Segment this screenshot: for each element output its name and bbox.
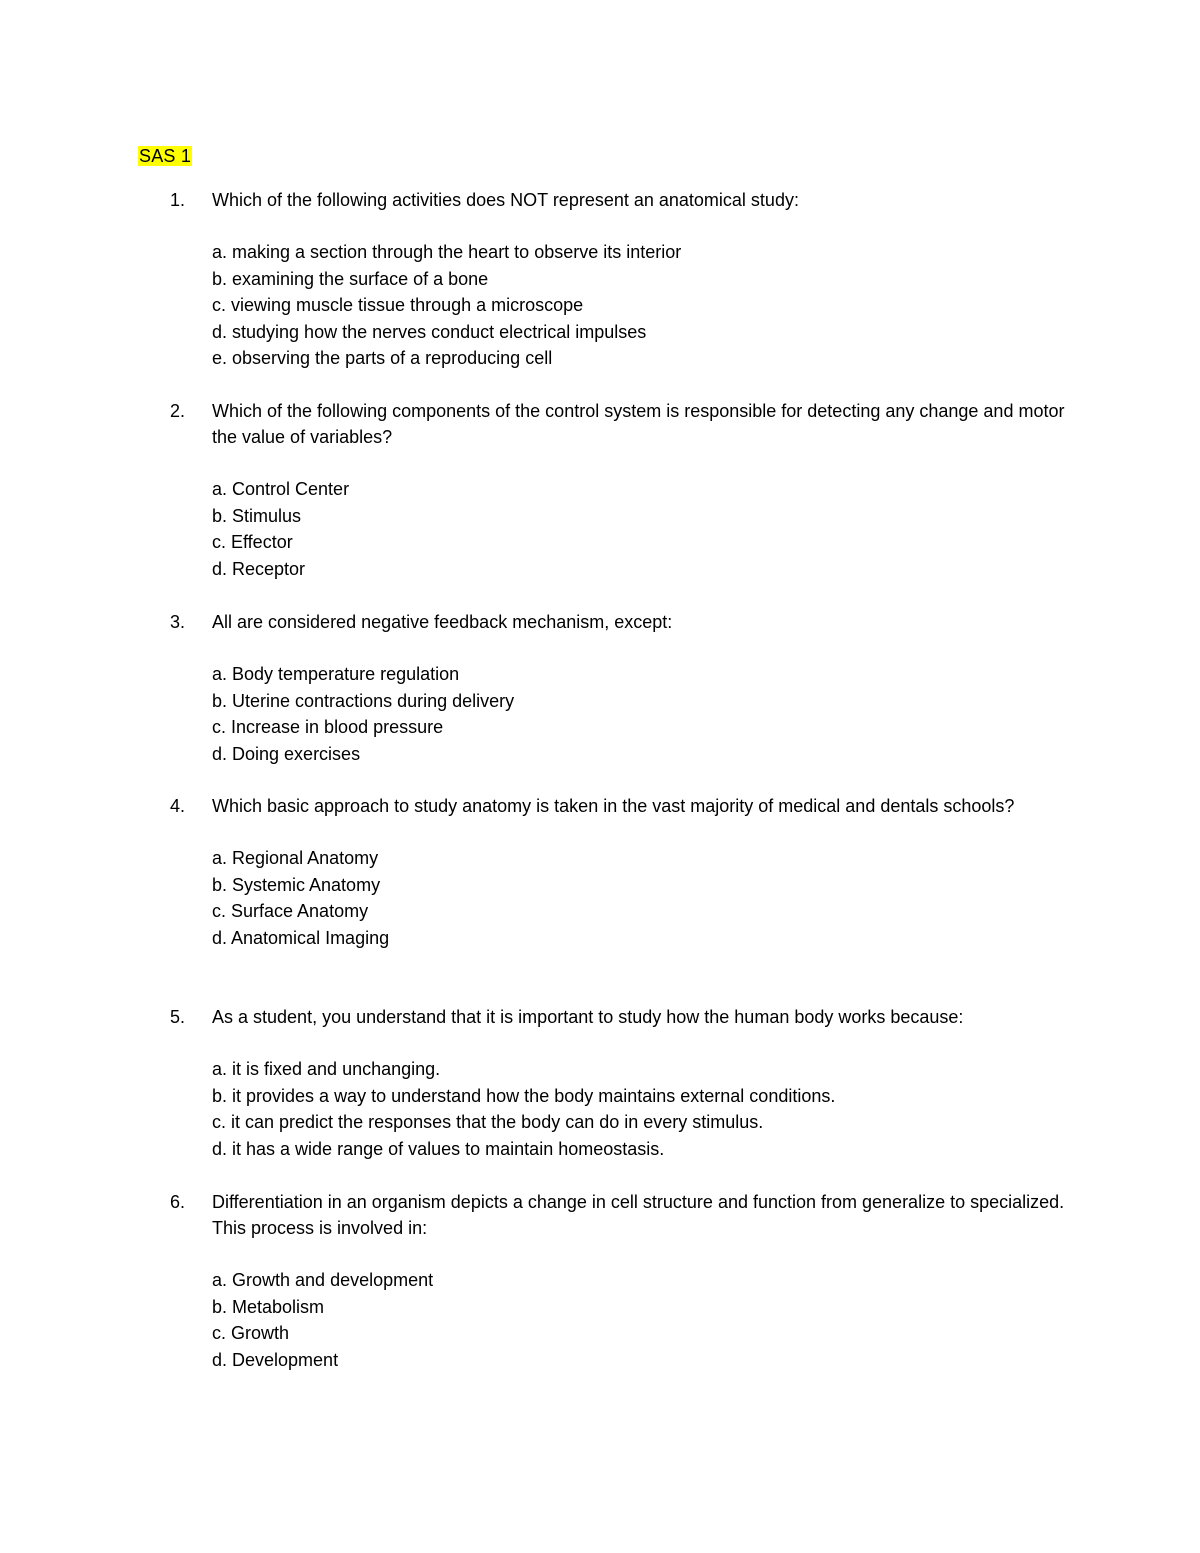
question-4 — [170, 793, 1070, 951]
option-d: d. Anatomical Imaging — [212, 927, 390, 948]
option-b: b. examining the surface of a bone — [212, 268, 489, 289]
question-text: Which of the following activities does NOT represent an anatomical study: — [212, 190, 799, 210]
option-c: c. Effector — [212, 532, 293, 552]
question-3 — [170, 609, 1070, 767]
question-text: As a student, you understand that it is important to study how the human body works because: — [212, 1007, 964, 1027]
question-text: Which basic approach to study anatomy is taken in the vast majority of medical and dentals schools? — [212, 796, 1015, 816]
question-6 — [170, 1189, 1070, 1373]
option-e: e. observing the parts of a reproducing cell — [212, 348, 553, 368]
option-c: c. Surface Anatomy — [212, 901, 369, 921]
question-number: 4. — [170, 796, 186, 816]
question-number: 2. — [170, 401, 186, 421]
option-a: a. Body temperature regulation — [212, 664, 460, 684]
option-d: d. Receptor — [212, 558, 306, 579]
question-number: 3. — [170, 612, 186, 632]
option-d: d. Doing exercises — [212, 743, 361, 764]
option-list — [212, 1267, 1070, 1373]
question-number: 1. — [170, 190, 186, 210]
option-c: c. Growth — [212, 1323, 290, 1343]
option-d: d. it has a wide range of values to maintain homeostasis. — [212, 1138, 665, 1159]
option-b: b. Metabolism — [212, 1296, 325, 1317]
question-text: All are considered negative feedback mechanism, except: — [212, 612, 673, 632]
option-a: a. Control Center — [212, 479, 350, 499]
option-a: a. Regional Anatomy — [212, 848, 379, 868]
option-b: b. it provides a way to understand how the body maintains external conditions. — [212, 1085, 836, 1106]
heading-highlight: SAS 1 — [139, 146, 192, 166]
option-c: c. viewing muscle tissue through a microscope — [212, 295, 584, 315]
option-c: c. it can predict the responses that the body can do in every stimulus. — [212, 1112, 764, 1132]
option-b: b. Uterine contractions during delivery — [212, 690, 515, 711]
option-list — [212, 476, 1070, 582]
document-heading — [138, 144, 192, 168]
option-a: a. it is fixed and unchanging. — [212, 1059, 441, 1079]
question-text: Differentiation in an organism depicts a change in cell structure and function from generalize to specialized. This process is involved in: — [212, 1192, 1065, 1238]
option-c: c. Increase in blood pressure — [212, 717, 444, 737]
option-d: d. Development — [212, 1349, 339, 1370]
question-2 — [170, 398, 1070, 582]
option-list — [212, 661, 1070, 767]
question-number: 6. — [170, 1192, 186, 1212]
option-list — [212, 845, 1070, 951]
question-1 — [170, 187, 1070, 372]
question-text: Which of the following components of the control system is responsible for detecting any change and motor the value of variables? — [212, 401, 1065, 447]
option-a: a. making a section through the heart to observe its interior — [212, 242, 682, 262]
question-number: 5. — [170, 1007, 186, 1027]
option-list — [212, 239, 1070, 372]
option-b: b. Stimulus — [212, 505, 302, 526]
option-b: b. Systemic Anatomy — [212, 874, 381, 895]
option-d: d. studying how the nerves conduct electrical impulses — [212, 321, 647, 342]
question-5 — [170, 1004, 1070, 1162]
option-a: a. Growth and development — [212, 1270, 434, 1290]
option-list — [212, 1056, 1070, 1162]
